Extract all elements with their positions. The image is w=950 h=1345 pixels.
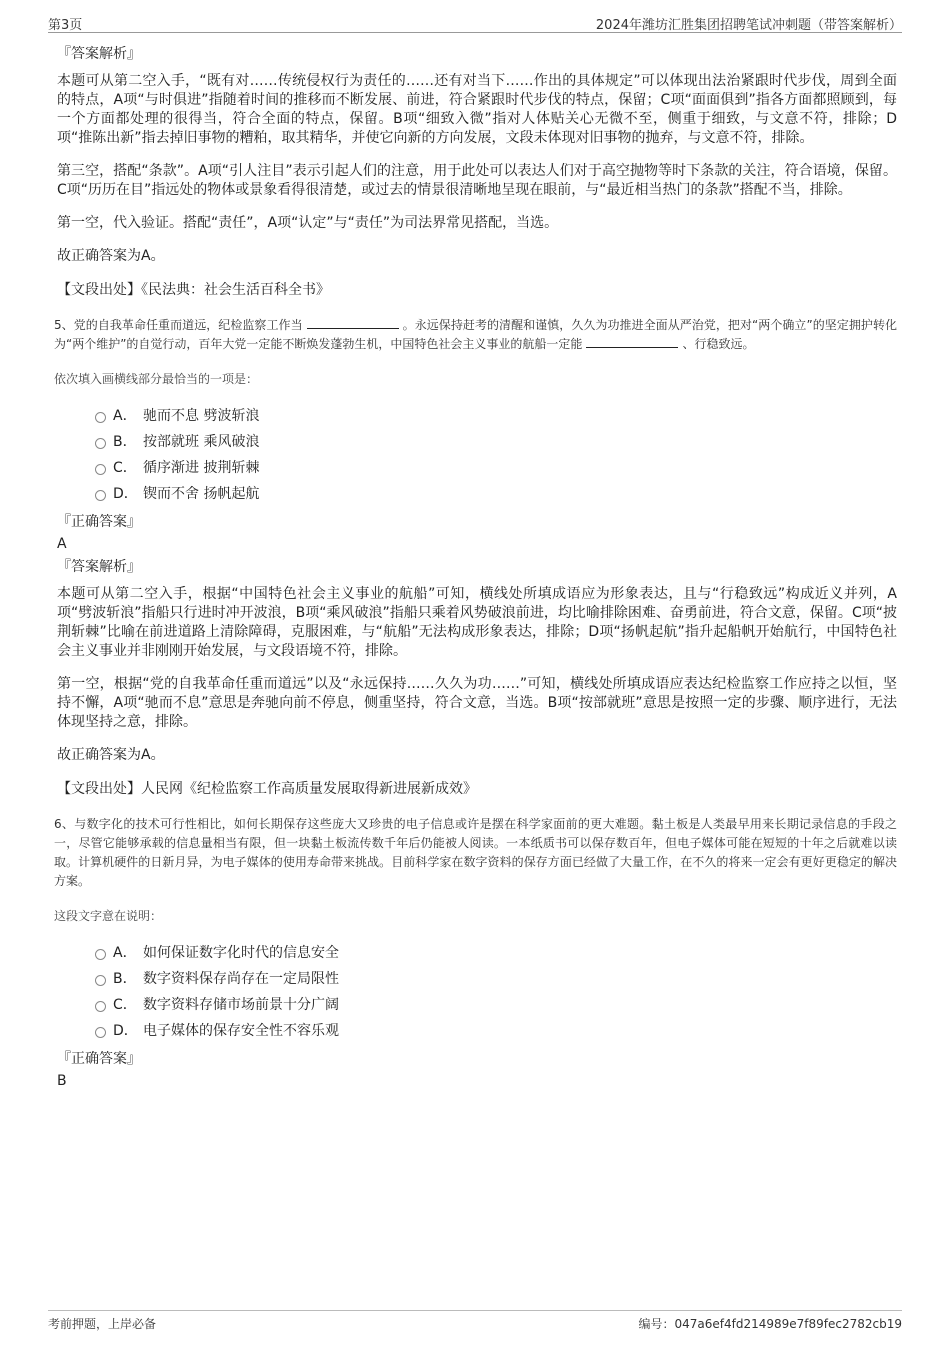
radio-icon[interactable] [95, 975, 106, 986]
q5-source: 【文段出处】人民网《纪检监察工作高质量发展取得新进展新成效》 [57, 781, 477, 797]
q4-analysis-p2: 第三空，搭配“条款”。A项“引人注目”表示引起人们的注意，用于此处可以表达人们对于高空抛物等时下条款的关注，符合语境，保留。C项“历历在目”指远处的物体或景象看得很清楚，或过去的情景很清晰地呈现在眼前，与“最近相当热门的条款”搭配不当，排除。 [57, 163, 897, 198]
q6-option-a[interactable]: A． 如何保证数字化时代的信息安全 [95, 940, 897, 966]
footer-code: 编号：047a6ef4fd214989e7f89fec2782cb19 [638, 1317, 902, 1331]
footer-slogan: 考前押题，上岸必备 [48, 1317, 157, 1331]
q5-answer-label: 『正确答案』 [57, 514, 141, 530]
q5-prompt: 依次填入画横线部分最恰当的一项是： [54, 372, 259, 386]
q5-blank-2 [586, 337, 678, 348]
q6-answer-label: 『正确答案』 [57, 1051, 141, 1067]
q6-question-text: 6、与数字化的技术可行性相比，如何长期保存这些庞大又珍贵的电子信息或许是摆在科学家面前的更大难题。黏土板是人类最早用来长期记录信息的手段之一，尽管它能够承载的信息量相当有限，但一块黏土板流传数千年后仍能被人阅读。一本纸质书可以保存数百年，但电子媒体可能在短短的十年之后就难以读取。计算机硬件的日新月异，为电子媒体的使用寿命带来挑战。目前科学家在数字资料的保存方面已经做了大量工作，在不久的将来一定会有更好更稳定的解决方案。 [54, 817, 897, 888]
q5-answer-statement: 故正确答案为A。 [57, 747, 165, 763]
q5-blank-1 [307, 318, 399, 329]
q6-prompt: 这段文字意在说明： [54, 909, 163, 923]
q6-option-c[interactable]: C． 数字资料存储市场前景十分广阔 [95, 992, 897, 1018]
q4-analysis-label: 『答案解析』 [57, 46, 141, 62]
page-number: 第3页 [48, 18, 83, 33]
q6-option-b[interactable]: B． 数字资料保存尚存在一定局限性 [95, 966, 897, 992]
q5-text-part-c: 、行稳致远。 [682, 337, 755, 351]
document-title: 2024年潍坊汇胜集团招聘笔试冲刺题（带答案解析） [595, 18, 902, 33]
q5-option-c[interactable]: C． 循序渐进 披荆斩棘 [95, 455, 897, 481]
q5-text-part-a: 5、党的自我革命任重而道远，纪检监察工作当 [54, 318, 303, 332]
q5-analysis-p2: 第一空，根据“党的自我革命任重而道远”以及“永远保持……久久为功……”可知，横线处所填成语应表达纪检监察工作应持之以恒，坚持不懈，A项“驰而不息”意思是奔驰向前不停息，侧重坚持，符合文意，当选。B项“按部就班”意思是按照一定的步骤、顺序进行，无法体现坚持之意，排除。 [57, 676, 897, 730]
radio-icon[interactable] [95, 1027, 106, 1038]
radio-icon[interactable] [95, 490, 106, 501]
q4-analysis-p1: 本题可从第二空入手，“既有对……传统侵权行为责任的……还有对当下……作出的具体规定”可以体现出法治紧跟时代步伐，周到全面的特点，A项“与时俱进”指随着时间的推移而不断发展、前进，符合紧跟时代步伐的特点，保留；C项“面面俱到”指各方面都照顾到，每一个方面都处理的很得当，符合全面的特点，保留。B项“细致入微”指对人体贴关心无微不至，侧重于细致，与文意不符，排除；D项“推陈出新”指去掉旧事物的糟粕，取其精华，并使它向新的方向发展，文段未体现对旧事物的抛弃，与文意不符，排除。 [57, 73, 897, 146]
q4-answer-statement: 故正确答案为A。 [57, 248, 165, 264]
radio-icon[interactable] [95, 438, 106, 449]
q5-option-d[interactable]: D． 锲而不舍 扬帆起航 [95, 481, 897, 507]
radio-icon[interactable] [95, 464, 106, 475]
radio-icon[interactable] [95, 949, 106, 960]
q4-analysis-p3: 第一空，代入验证。搭配“责任”，A项“认定”与“责任”为司法界常见搭配，当选。 [57, 215, 559, 231]
page-header [48, 10, 902, 33]
q5-analysis-label: 『答案解析』 [57, 559, 141, 575]
q6-answer-value: B [57, 1073, 67, 1089]
radio-icon[interactable] [95, 1001, 106, 1012]
radio-icon[interactable] [95, 412, 106, 423]
q5-analysis-p1: 本题可从第二空入手，根据“中国特色社会主义事业的航船”可知，横线处所填成语应为形象表达，且与“行稳致远”构成近义并列，A项“劈波斩浪”指船只行进时冲开波浪，B项“乘风破浪”指船只乘着风势破浪前进，均比喻排除困难、奋勇前进，符合文意，保留。C项“披荆斩棘”比喻在前进道路上清除障碍，克服困难，与“航船”无法构成形象表达，排除；D项“扬帆起航”指升起船帆开始航行，中国特色社会主义事业并非刚刚开始发展，与文段语境不符，排除。 [57, 586, 897, 659]
q6-options [95, 940, 897, 1044]
q5-text-part-b: 。永远保持赶考的清醒和谨慎，久久为功推进全面从严治党，把对“两个确立”的坚定拥护转化为“两个维护”的自觉行动，百年大党一定能不断焕发蓬勃生机，中国特色社会主义事业的航船一定能 [54, 318, 898, 351]
q4-source: 【文段出处】《民法典：社会生活百科全书》 [57, 282, 330, 298]
q5-options [95, 403, 897, 507]
q5-question-text [54, 316, 897, 354]
q5-answer-value: A [57, 536, 67, 552]
q6-option-d[interactable]: D． 电子媒体的保存安全性不容乐观 [95, 1018, 897, 1044]
main-content [54, 44, 898, 1094]
page-footer [48, 1310, 902, 1335]
q5-option-a[interactable]: A． 驰而不息 劈波斩浪 [95, 403, 897, 429]
q5-option-b[interactable]: B． 按部就班 乘风破浪 [95, 429, 897, 455]
